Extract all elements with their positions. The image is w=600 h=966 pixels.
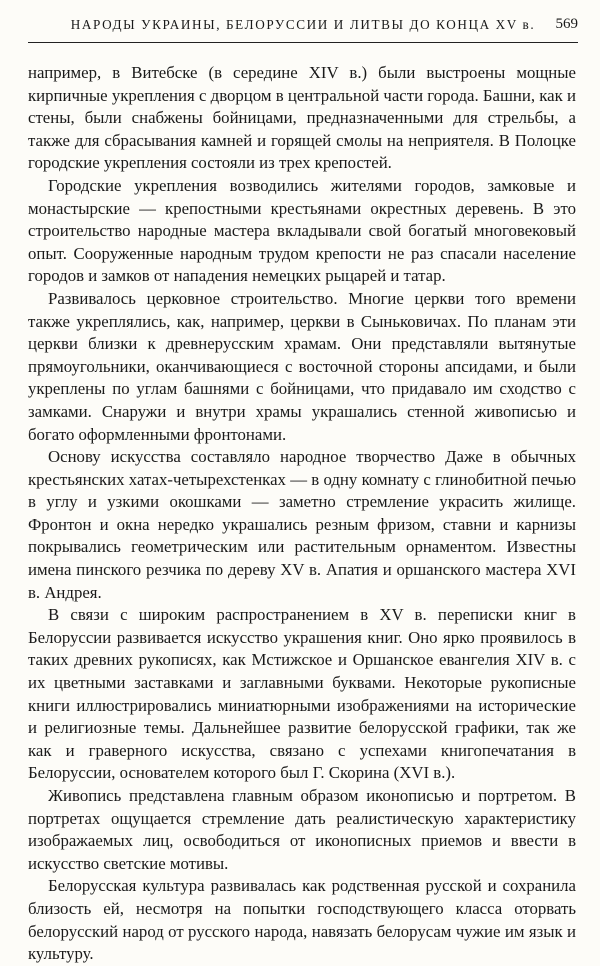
paragraph-5: В связи с широким распространением в XV в. переписки книг в Белоруссии развивается искусство украшения книг. Оно ярко проявилось в таких древних рукописях, как Мстижское и Оршанское евангелия XIV в. с их цветными заставками и заглавными буквами. Некоторые рукописные книги иллюстрировались миниатюрными изображениями на исторические и религиозные темы. Дальнейшее развитие белорусской графики, так же как и граверного искусства, связано с успехами книгопечатания в Белоруссии, основателем которого был Г. Скорина (XVI в.). <box>28 605 576 783</box>
running-head-title: НАРОДЫ УКРАИНЫ, БЕЛОРУССИИ И ЛИТВЫ ДО КОНЦА XV в. <box>70 17 536 32</box>
paragraph-7: Белорусская культура развивалась как родственная русской и сохранила близость ей, несмотря на попытки господствующего класса оторвать белорусский народ от русского народа, навязать белорусам чужие им язык и культуру. <box>28 876 576 964</box>
page-number: 569 <box>555 16 578 32</box>
running-head <box>28 8 578 43</box>
paragraph-6: Живопись представлена главным образом иконописью и портретом. В портретах ощущается стремление дать реалистическую характеристику изображаемых лиц, освободиться от иконописных приемов и ввести в искусство светские мотивы. <box>28 786 576 873</box>
paragraph-1: например, в Витебске (в середине XIV в.) были выстроены мощные кирпичные укрепления с дворцом в центральной части города. Башни, как и стены, были снабжены бойницами, предназначенными для стрельбы, а также для сбрасывания камней и горящей смолы на неприятеля. В Полоцке городские укрепления состояли из трех крепостей. <box>28 63 576 173</box>
paragraph-2: Городские укрепления возводились жителями городов, замковые и монастырские — крепостными крестьянами окрестных деревень. В это строительство народные мастера вкладывали свой богатый многовековый опыт. Сооруженные народным трудом крепости не раз спасали население городов и замков от нападения немецких рыцарей и татар. <box>28 175 576 286</box>
paragraph-4: Основу искусства составляло народное творчество Даже в обычных крестьянских хатах-четырехстенках — в одну комнату с глинобитной печью в углу и узкими окошками — заметно стремление украсить жилище. Фронтон и окна нередко украшались резным фризом, ставни и карнизы покрывались геометрическим или растительным орнаментом. Известны имена пинского резчика по дереву XV в. Апатия и оршанского мастера XVI в. Андрея. <box>28 447 576 602</box>
body-text <box>28 62 576 966</box>
paragraph-3: Развивалось церковное строительство. Многие церкви того времени также укреплялись, как, например, церкви в Сыньковичах. По планам эти церкви близки к древнерусским храмам. Они представляли вытянутые прямоугольники, оканчивающиеся с восточной стороны апсидами, и были укреплены по углам башнями с бойницами, что придавало им сходство с замками. Снаружи и внутри храмы украшались стенной живописью и богато оформленными фронтонами. <box>28 288 576 444</box>
